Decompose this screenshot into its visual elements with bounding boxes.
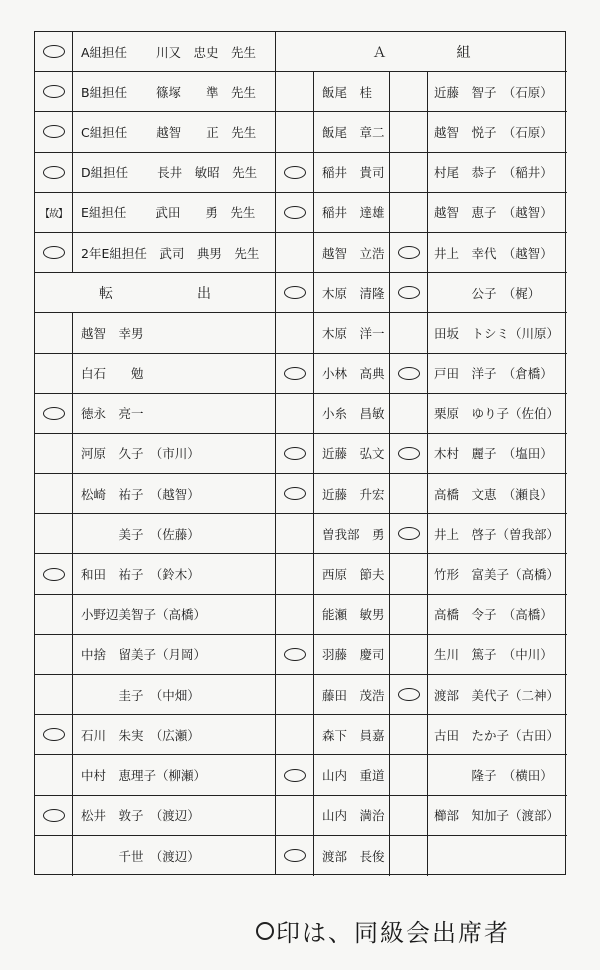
name-cell	[428, 836, 567, 876]
name-cell: 山内 満治	[314, 796, 390, 835]
class-heading: Ａ 組	[372, 44, 471, 61]
mark-cell	[390, 474, 428, 513]
name-cell: 能瀬 敏男	[314, 595, 390, 634]
name-cell: 戸田 洋子 （倉橋）	[434, 366, 553, 382]
name-cell: 小林 高典	[314, 354, 390, 393]
name-cell: 隆子 （横田）	[434, 768, 553, 784]
mark-cell	[35, 434, 73, 473]
attendance-mark-icon	[43, 728, 65, 741]
mark-cell	[276, 153, 314, 192]
attendance-mark-icon	[284, 447, 306, 460]
attendance-mark-icon	[284, 769, 306, 782]
mark-cell	[276, 72, 314, 111]
mark-cell	[390, 755, 428, 794]
roster-row	[276, 233, 567, 273]
name-cell: 渡部 美代子（二神）	[434, 687, 560, 703]
mark-cell	[276, 836, 314, 876]
mark-cell	[35, 153, 73, 192]
left-column	[35, 32, 275, 874]
attendance-mark-icon	[43, 166, 65, 179]
mark-cell	[390, 514, 428, 553]
mark-cell	[390, 675, 428, 714]
name-cell: 西原 節夫	[314, 554, 390, 593]
name-cell: 木村 麗子 （塩田）	[434, 446, 553, 462]
mark-cell	[276, 755, 314, 794]
mark-cell	[276, 554, 314, 593]
roster-row	[276, 112, 567, 152]
name-cell: 松崎 祐子 （越智）	[81, 486, 200, 502]
mark-cell	[390, 796, 428, 835]
roster-row	[276, 313, 567, 353]
name-cell: 2年E組担任 武司 典男 先生	[81, 245, 260, 261]
mark-cell	[35, 32, 73, 71]
roster-row	[276, 514, 567, 554]
attendance-mark-icon	[43, 809, 65, 822]
roster-row	[35, 354, 275, 394]
mark-cell	[276, 514, 314, 553]
mark-cell	[390, 354, 428, 393]
right-column	[275, 32, 567, 874]
mark-cell	[35, 554, 73, 593]
name-cell: A組担任 川又 忠史 先生	[81, 44, 257, 60]
roster-row	[276, 715, 567, 755]
name-cell: 高橋 令子 （高橋）	[434, 607, 553, 623]
name-cell: 羽藤 慶司	[314, 635, 390, 674]
name-cell: 越智 恵子 （越智）	[434, 205, 553, 221]
roster-row	[276, 72, 567, 112]
mark-cell	[390, 554, 428, 593]
section-heading: 転 出	[99, 285, 211, 302]
mark-cell	[35, 514, 73, 553]
transfer-header-row	[35, 273, 275, 313]
name-cell: 越智 悦子 （石原）	[434, 124, 553, 140]
attendance-mark-icon	[398, 447, 420, 460]
name-cell: 千世 （渡辺）	[81, 848, 200, 864]
attendance-mark-icon	[43, 246, 65, 259]
attendance-mark-icon	[284, 367, 306, 380]
roster-row	[35, 474, 275, 514]
roster-row	[276, 796, 567, 836]
name-cell: 徳永 亮一	[81, 406, 144, 422]
name-cell: 和田 祐子 （鈴木）	[81, 567, 200, 583]
name-cell: C組担任 越智 正 先生	[81, 124, 257, 140]
mark-cell	[35, 595, 73, 634]
name-cell: 藤田 茂浩	[314, 675, 390, 714]
name-cell: 森下 員嘉	[314, 715, 390, 754]
mark-cell	[390, 193, 428, 232]
mark-cell	[276, 313, 314, 352]
name-cell: 井上 幸代 （越智）	[434, 245, 553, 261]
name-cell: 飯尾 章二	[314, 112, 390, 151]
name-cell: 圭子 （中畑）	[81, 687, 200, 703]
mark-cell	[35, 112, 73, 151]
name-cell: D組担任 長井 敏昭 先生	[81, 165, 258, 181]
attendance-mark-icon	[398, 246, 420, 259]
name-cell: 木原 洋一	[314, 313, 390, 352]
roster-row	[35, 635, 275, 675]
roster-sheet	[34, 31, 566, 875]
roster-row	[276, 434, 567, 474]
name-cell: 山内 重道	[314, 755, 390, 794]
mark-cell	[276, 715, 314, 754]
attendance-mark-icon	[284, 166, 306, 179]
roster-row	[35, 715, 275, 755]
roster-row	[276, 595, 567, 635]
mark-cell	[390, 394, 428, 433]
name-cell: 美子 （佐藤）	[81, 526, 200, 542]
mark-cell	[35, 715, 73, 754]
legend	[256, 913, 510, 948]
mark-cell	[390, 313, 428, 352]
mark-cell	[276, 233, 314, 272]
mark-cell	[276, 474, 314, 513]
roster-row	[35, 514, 275, 554]
name-cell: 公子 （梶）	[434, 285, 541, 301]
attendance-mark-icon	[398, 286, 420, 299]
mark-cell	[390, 635, 428, 674]
roster-row	[276, 675, 567, 715]
attendance-mark-icon	[398, 527, 420, 540]
roster-row	[35, 796, 275, 836]
mark-cell	[276, 394, 314, 433]
roster-row	[35, 313, 275, 353]
roster-row	[35, 595, 275, 635]
roster-row	[35, 836, 275, 876]
name-cell: 中村 恵理子（柳瀬）	[81, 768, 207, 784]
attendance-mark-icon	[284, 206, 306, 219]
name-cell: 小糸 昌敏	[314, 394, 390, 433]
roster-row	[35, 193, 275, 233]
roster-row	[35, 675, 275, 715]
name-cell: 飯尾 桂	[314, 72, 390, 111]
name-cell: 小野辺美智子（高橋）	[81, 607, 207, 623]
name-cell: 稲井 達雄	[314, 193, 390, 232]
mark-cell	[35, 72, 73, 111]
name-cell: 河原 久子 （市川）	[81, 446, 200, 462]
roster-row	[276, 153, 567, 193]
roster-row	[35, 233, 275, 273]
name-cell: 栗原 ゆり子（佐伯）	[434, 406, 560, 422]
roster-row	[276, 755, 567, 795]
mark-cell	[390, 153, 428, 192]
name-cell: 渡部 長俊	[314, 836, 390, 876]
name-cell: 近藤 智子 （石原）	[434, 84, 553, 100]
name-cell: 越智 立浩	[314, 233, 390, 272]
mark-cell	[276, 796, 314, 835]
name-cell: 松井 敦子 （渡辺）	[81, 808, 200, 824]
name-cell: 曽我部 勇	[314, 514, 390, 553]
mark-cell	[390, 434, 428, 473]
mark-cell	[35, 836, 73, 876]
attendance-mark-icon	[284, 487, 306, 500]
roster-row	[276, 273, 567, 313]
attendance-mark-icon	[284, 849, 306, 862]
roster-row	[35, 554, 275, 594]
attendance-mark-icon	[398, 367, 420, 380]
attendance-mark-icon	[398, 688, 420, 701]
mark-cell	[390, 595, 428, 634]
roster-row	[276, 554, 567, 594]
mark-cell	[390, 72, 428, 111]
mark-cell	[390, 112, 428, 151]
attendance-mark-icon	[256, 922, 274, 940]
deceased-mark: 【故】	[40, 208, 67, 220]
mark-cell	[35, 394, 73, 433]
name-cell: 田坂 トシミ（川原）	[434, 325, 560, 341]
roster-row	[35, 72, 275, 112]
mark-cell	[276, 354, 314, 393]
name-cell: 井上 啓子（曽我部）	[434, 526, 560, 542]
attendance-mark-icon	[43, 568, 65, 581]
legend-text: 印は、同級会出席者	[276, 919, 510, 947]
name-cell: 生川 篤子 （中川）	[434, 647, 553, 663]
name-cell: E組担任 武田 勇 先生	[81, 205, 256, 221]
mark-cell	[390, 273, 428, 312]
mark-cell	[35, 474, 73, 513]
mark-cell	[35, 233, 73, 272]
roster-row	[35, 755, 275, 795]
roster-row	[276, 193, 567, 233]
roster-row	[35, 112, 275, 152]
name-cell: 近藤 升宏	[314, 474, 390, 513]
mark-cell	[276, 434, 314, 473]
mark-cell	[276, 675, 314, 714]
mark-cell	[276, 112, 314, 151]
name-cell: 白石 勉	[81, 366, 144, 382]
mark-cell	[35, 313, 73, 352]
mark-cell	[35, 354, 73, 393]
attendance-mark-icon	[43, 85, 65, 98]
attendance-mark-icon	[43, 45, 65, 58]
roster-row	[276, 836, 567, 876]
attendance-mark-icon	[284, 648, 306, 661]
roster-row	[35, 32, 275, 72]
mark-cell	[35, 796, 73, 835]
mark-cell	[276, 595, 314, 634]
name-cell: 稲井 貴司	[314, 153, 390, 192]
mark-cell	[35, 675, 73, 714]
mark-cell	[276, 635, 314, 674]
roster-row	[276, 635, 567, 675]
mark-cell	[35, 755, 73, 794]
attendance-mark-icon	[43, 407, 65, 420]
name-cell: 竹形 富美子（高橋）	[434, 567, 560, 583]
mark-cell	[35, 193, 73, 232]
name-cell: 櫛部 知加子（渡部）	[434, 808, 560, 824]
name-cell: 古田 たか子（古田）	[434, 727, 560, 743]
roster-row	[276, 474, 567, 514]
mark-cell	[390, 233, 428, 272]
class-header-row	[276, 32, 567, 72]
name-cell: 越智 幸男	[81, 325, 144, 341]
name-cell: B組担任 篠塚 準 先生	[81, 84, 257, 100]
mark-cell	[276, 273, 314, 312]
name-cell: 石川 朱実 （広瀬）	[81, 727, 200, 743]
mark-cell	[35, 635, 73, 674]
roster-row	[35, 153, 275, 193]
name-cell: 近藤 弘文	[314, 434, 390, 473]
mark-cell	[390, 836, 428, 876]
roster-row	[35, 434, 275, 474]
roster-row	[276, 394, 567, 434]
attendance-mark-icon	[43, 125, 65, 138]
name-cell: 中捨 留美子（月岡）	[81, 647, 207, 663]
attendance-mark-icon	[284, 286, 306, 299]
name-cell: 高橋 文恵 （瀬良）	[434, 486, 553, 502]
name-cell: 木原 清隆	[314, 273, 390, 312]
mark-cell	[390, 715, 428, 754]
mark-cell	[276, 193, 314, 232]
roster-row	[276, 354, 567, 394]
name-cell: 村尾 恭子 （稲井）	[434, 165, 553, 181]
roster-row	[35, 394, 275, 434]
